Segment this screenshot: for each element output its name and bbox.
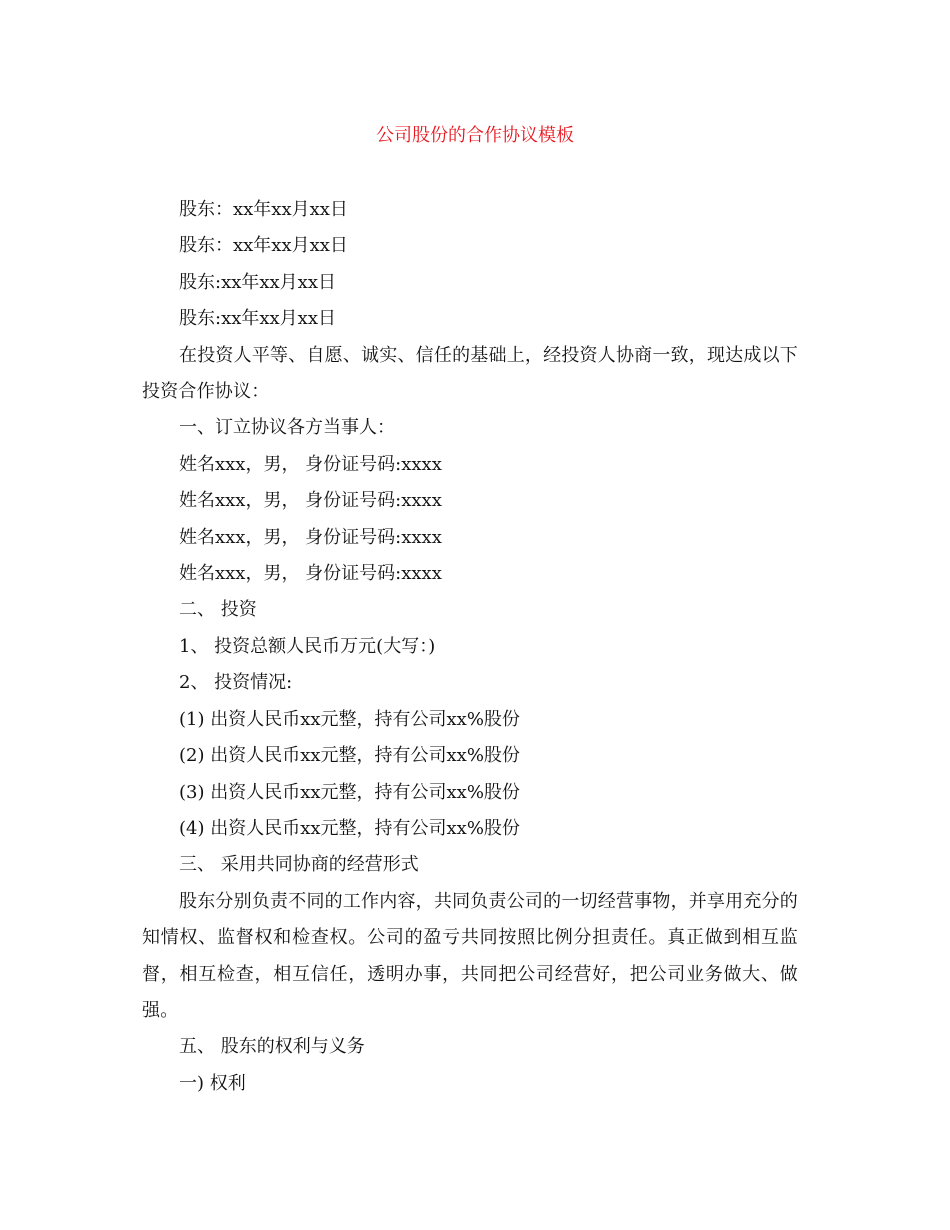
share-line: (2) 出资人民币xx元整，持有公司xx%股份 [179, 745, 520, 767]
share-line: (1) 出资人民币xx元整，持有公司xx%股份 [179, 708, 520, 730]
shareholder-line: 股东：xx年xx月xx日 [179, 235, 348, 257]
party-line: 姓名xxx，男， 身份证号码:xxxx [179, 563, 442, 585]
party-line: 姓名xxx，男， 身份证号码:xxxx [179, 453, 442, 475]
section-3-paragraph: 股东分别负责不同的工作内容，共同负责公司的一切经营事物，并享用充分的知情权、监督权和检查权。公司的盈亏共同按照比例分担责任。真正做到相互监督，相互检查，相互信任，透明办事，共同把公司经营好，把公司业务做大、做强。 [142, 890, 798, 1021]
section-5-heading: 五、 股东的权利与义务 [179, 1036, 365, 1058]
section-1-heading: 一、订立协议各方当事人： [179, 417, 395, 439]
investment-total-item: 1、 投资总额人民币万元(大写：) [179, 635, 436, 657]
investment-detail-item: 2、 投资情况: [179, 672, 293, 694]
document-title: 公司股份的合作协议模板 [376, 125, 574, 146]
share-line: (3) 出资人民币xx元整，持有公司xx%股份 [179, 781, 520, 803]
party-line: 姓名xxx，男， 身份证号码:xxxx [179, 526, 442, 548]
party-line: 姓名xxx，男， 身份证号码:xxxx [179, 490, 442, 512]
section-2-heading: 二、 投资 [179, 599, 257, 621]
shareholder-line: 股东：xx年xx月xx日 [179, 199, 348, 220]
shareholder-line: 股东:xx年xx月xx日 [179, 271, 336, 293]
intro-paragraph: 在投资人平等、自愿、诚实、信任的基础上，经投资人协商一致，现达成以下投资合作协议： [142, 344, 798, 403]
section-3-heading: 三、 采用共同协商的经营形式 [179, 854, 419, 876]
document-body [142, 192, 798, 1102]
share-line: (4) 出资人民币xx元整，持有公司xx%股份 [179, 817, 520, 839]
shareholder-line: 股东:xx年xx月xx日 [179, 308, 336, 330]
rights-subheading: 一) 权利 [179, 1072, 246, 1094]
